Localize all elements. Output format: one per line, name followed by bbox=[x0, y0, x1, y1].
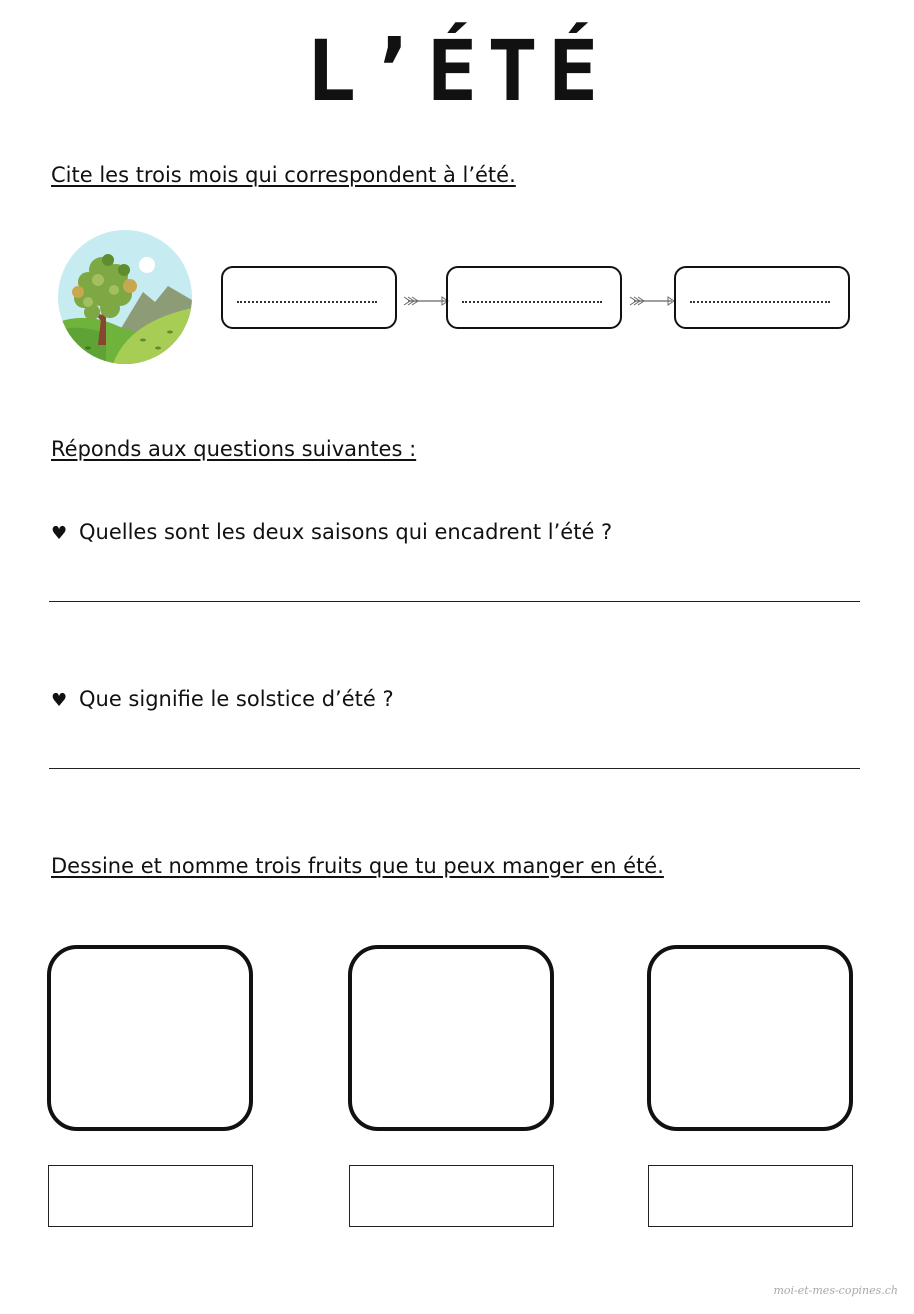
heart-icon: ♥ bbox=[51, 523, 68, 544]
heart-icon: ♥ bbox=[51, 690, 68, 711]
question-1 bbox=[51, 520, 612, 544]
watermark: moi-et-mes-copines.ch bbox=[773, 1284, 898, 1297]
section-heading-fruits: Dessine et nomme trois fruits que tu peux manger en été. bbox=[51, 854, 664, 878]
dotted-answer-line bbox=[462, 301, 602, 303]
arrow-right-icon bbox=[402, 293, 450, 309]
fruit-name-box-1[interactable] bbox=[48, 1165, 253, 1227]
answer-line-1[interactable] bbox=[49, 601, 860, 602]
fruit-name-box-3[interactable] bbox=[648, 1165, 853, 1227]
month-answer-box-3[interactable] bbox=[674, 266, 850, 329]
month-answer-box-1[interactable] bbox=[221, 266, 397, 329]
arrow-right-icon bbox=[628, 293, 676, 309]
month-answer-box-2[interactable] bbox=[446, 266, 622, 329]
dotted-answer-line bbox=[690, 301, 830, 303]
fruit-drawing-box-2[interactable] bbox=[348, 945, 554, 1131]
question-text: Que signifie le solstice d’été ? bbox=[79, 687, 394, 711]
section-heading-questions: Réponds aux questions suivantes : bbox=[51, 437, 417, 461]
answer-line-2[interactable] bbox=[49, 768, 860, 769]
question-2 bbox=[51, 687, 394, 711]
fruit-drawing-box-1[interactable] bbox=[47, 945, 253, 1131]
section-heading-months: Cite les trois mois qui correspondent à l’été. bbox=[51, 163, 516, 187]
page-title: L’ÉTÉ bbox=[305, 22, 609, 120]
fruit-drawing-box-3[interactable] bbox=[647, 945, 853, 1131]
fruit-name-box-2[interactable] bbox=[349, 1165, 554, 1227]
summer-landscape-icon bbox=[58, 230, 192, 364]
dotted-answer-line bbox=[237, 301, 377, 303]
question-text: Quelles sont les deux saisons qui encadrent l’été ? bbox=[79, 520, 613, 544]
